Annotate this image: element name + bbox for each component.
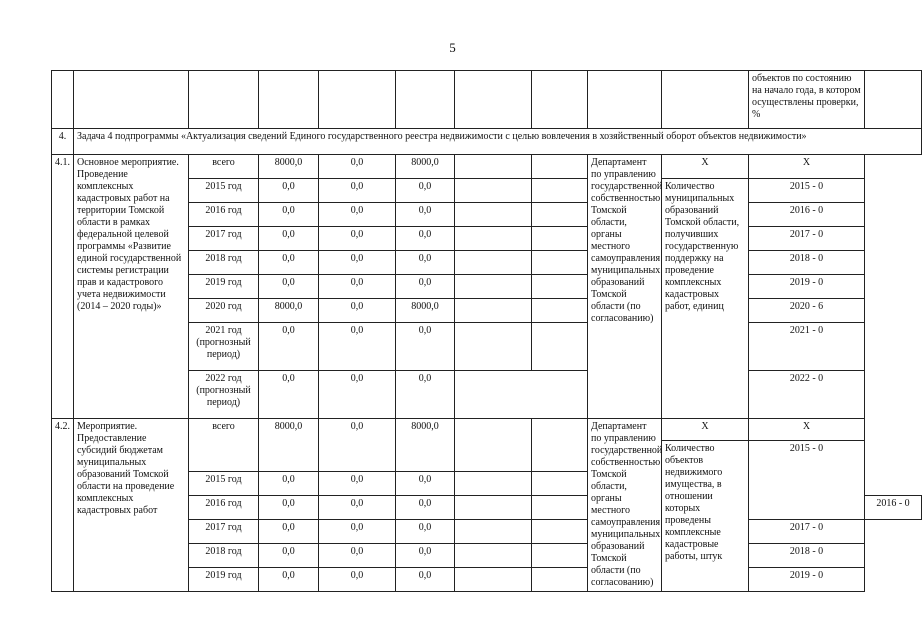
indicator-value: 2018 - 0 (749, 251, 865, 275)
amount-col: 0,0 (396, 544, 455, 568)
amount-col: 0,0 (319, 323, 396, 371)
amount-col: 0,0 (319, 179, 396, 203)
amount-col: 0,0 (319, 155, 396, 179)
period-cell: 2017 год (189, 227, 259, 251)
indicator-value: 2021 - 0 (749, 323, 865, 371)
amount-total: 0,0 (259, 323, 319, 371)
period-cell: 2022 год (прогнозный период) (189, 371, 259, 419)
indicator-value: 2018 - 0 (749, 544, 865, 568)
amount-total: 0,0 (259, 275, 319, 299)
amount-total: 0,0 (259, 496, 319, 520)
amount-total: 0,0 (259, 371, 319, 419)
amount-col: 0,0 (319, 496, 396, 520)
indicator-value: 2022 - 0 (749, 371, 865, 419)
amount-col: 8000,0 (396, 419, 455, 472)
indicator-value: 2016 - 0 (865, 496, 922, 520)
executor-cell: Департамент по управлению государственной собственностью Томской области, органы местного самоуправления муниципальных образований Томской области (по согласованию) (588, 419, 662, 592)
amount-total: 0,0 (259, 568, 319, 592)
indicator-value: 2019 - 0 (749, 568, 865, 592)
indicator-value: 2015 - 0 (749, 441, 865, 520)
indicator-value: 2015 - 0 (749, 179, 865, 203)
indicator-value: 2020 - 6 (749, 299, 865, 323)
task-number: 4. (52, 129, 74, 155)
amount-col: 0,0 (319, 472, 396, 496)
indicator-name-cell: Количество объектов недвижимого имущества, в отношении которых проведены комплексные кадастровые работы, штук (662, 441, 749, 592)
period-cell: всего (189, 419, 259, 472)
amount-col: 0,0 (396, 251, 455, 275)
item-name: Основное мероприятие. Проведение комплексных кадастровых работ на территории Томской области в рамках федеральной целевой программы «Развитие единой государственной системы регистрации прав и кадастрового учета недвижимости (2014 – 2020 годы)» (74, 155, 189, 419)
period-cell: 2016 год (189, 496, 259, 520)
amount-col: 0,0 (319, 419, 396, 472)
period-cell: 2021 год (прогнозный период) (189, 323, 259, 371)
amount-col: 0,0 (319, 544, 396, 568)
item-name: Мероприятие. Предоставление субсидий бюджетам муниципальных образований Томской области на проведение комплексных кадастровых работ (74, 419, 189, 592)
amount-col: 0,0 (396, 520, 455, 544)
table-row (52, 155, 922, 179)
amount-col: 0,0 (396, 568, 455, 592)
amount-col: 0,0 (319, 520, 396, 544)
item-number: 4.2. (52, 419, 74, 592)
amount-col: 0,0 (319, 371, 396, 419)
indicator-value: 2017 - 0 (749, 520, 865, 544)
amount-col: 0,0 (396, 371, 455, 419)
indicator-value: 2019 - 0 (749, 275, 865, 299)
task-title: Задача 4 подпрограммы «Актуализация сведений Единого государственного реестра недвижимости с целью вовлечения в хозяйственный оборот объектов недвижимости» (74, 129, 922, 155)
indicator-header: Х (662, 155, 749, 179)
amount-col: 0,0 (396, 472, 455, 496)
period-cell: 2016 год (189, 203, 259, 227)
indicator-name-cell: Количество муниципальных образований Томской области, получивших государственную поддержку на проведение комплексных кадастровых работ, единиц (662, 179, 749, 419)
amount-total: 0,0 (259, 544, 319, 568)
indicator-header: Х (662, 419, 749, 441)
amount-col: 0,0 (396, 275, 455, 299)
amount-col: 8000,0 (396, 299, 455, 323)
amount-col: 0,0 (396, 203, 455, 227)
task-row (52, 129, 922, 155)
amount-col: 0,0 (396, 179, 455, 203)
amount-total: 0,0 (259, 227, 319, 251)
amount-total: 0,0 (259, 203, 319, 227)
indicator-name-cell: объектов по состоянию на начало года, в котором осуществлены проверки, % (749, 71, 865, 129)
amount-col: 0,0 (396, 227, 455, 251)
amount-total: 8000,0 (259, 299, 319, 323)
program-table (51, 70, 922, 592)
table-row (52, 419, 922, 441)
period-cell: 2020 год (189, 299, 259, 323)
amount-col: 0,0 (319, 227, 396, 251)
amount-col: 0,0 (396, 496, 455, 520)
amount-col: 0,0 (319, 299, 396, 323)
carryover-row (52, 71, 922, 129)
item-number: 4.1. (52, 155, 74, 419)
amount-col: 0,0 (319, 568, 396, 592)
amount-total: 8000,0 (259, 419, 319, 472)
indicator-value: 2017 - 0 (749, 227, 865, 251)
period-cell: 2017 год (189, 520, 259, 544)
period-cell: 2019 год (189, 275, 259, 299)
amount-total: 8000,0 (259, 155, 319, 179)
amount-col: 0,0 (319, 251, 396, 275)
value-header: Х (749, 419, 865, 441)
executor-cell: Департамент по управлению государственной собственностью Томской области, органы местного самоуправления муниципальных образований Томской области (по согласованию) (588, 155, 662, 419)
amount-col: 8000,0 (396, 155, 455, 179)
indicator-value: 2016 - 0 (749, 203, 865, 227)
value-header: Х (749, 155, 865, 179)
amount-total: 0,0 (259, 520, 319, 544)
amount-col: 0,0 (319, 203, 396, 227)
period-cell: 2015 год (189, 179, 259, 203)
period-cell: 2019 год (189, 568, 259, 592)
page-number: 5 (449, 40, 456, 55)
amount-col: 0,0 (319, 275, 396, 299)
period-cell: 2018 год (189, 251, 259, 275)
amount-total: 0,0 (259, 179, 319, 203)
period-cell: 2018 год (189, 544, 259, 568)
amount-total: 0,0 (259, 472, 319, 496)
period-cell: 2015 год (189, 472, 259, 496)
period-cell: всего (189, 155, 259, 179)
amount-col: 0,0 (396, 323, 455, 371)
amount-total: 0,0 (259, 251, 319, 275)
